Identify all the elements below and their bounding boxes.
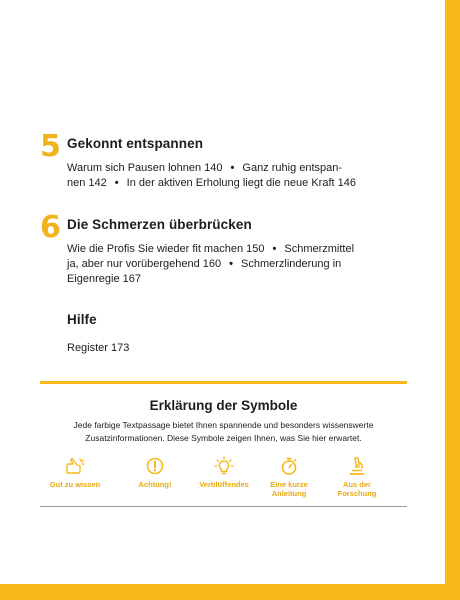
symbol-from-research [322, 456, 392, 498]
symbol-astonishing [189, 456, 259, 489]
symbol-label-line: Aus der [343, 480, 371, 489]
help-entries [67, 341, 372, 356]
symbol-label [254, 480, 324, 498]
chapter-6 [40, 210, 380, 287]
legend-title: Erklärung der Symbole [149, 398, 298, 413]
toc-page: 173 [111, 342, 130, 354]
symbol-good-to-know [40, 456, 110, 489]
symbol-short-guide [254, 456, 324, 498]
symbol-label-line: Eine kurze [270, 480, 308, 489]
toc-entry[interactable]: In der aktiven Erholung liegt die neue Kraft [126, 177, 335, 189]
toc-page: 167 [122, 273, 142, 285]
legend-top-rule [40, 381, 407, 384]
separator: • [114, 177, 119, 189]
chapter-entries [67, 242, 372, 287]
toc-page: 146 [337, 177, 356, 189]
symbol-label: Achtung! [138, 480, 172, 489]
legend-description-line: Jede farbige Textpassage bietet Ihnen spannende und besonders wissenswerte [73, 420, 374, 430]
toc-page: 140 [204, 162, 223, 174]
toc-entry[interactable]: Eigenregie [67, 273, 120, 285]
toc-page: 150 [246, 243, 265, 255]
exclamation-circle-icon [145, 456, 165, 476]
help-title[interactable]: Hilfe [67, 312, 97, 327]
toc-entry[interactable]: nen [67, 177, 86, 189]
symbol-legend [40, 456, 407, 502]
stopwatch-icon [279, 456, 299, 476]
microscope-icon [347, 456, 367, 476]
legend-description [60, 419, 387, 445]
chapter-entries [67, 161, 372, 191]
chapter-number: 5 [40, 129, 61, 164]
chapter-5 [40, 129, 380, 191]
toc-entry[interactable]: Wie die Profis Sie wieder fit machen [67, 243, 244, 255]
legend-bottom-rule [40, 506, 407, 507]
toc-entry[interactable]: Register [67, 342, 108, 354]
chapter-title[interactable]: Die Schmerzen überbrücken [67, 217, 252, 232]
toc-entry[interactable]: Schmerzlinderung in [241, 258, 342, 270]
toc-entry[interactable]: Warum sich Pausen lohnen [67, 162, 202, 174]
page-frame-bottom [0, 584, 460, 600]
legend-description-line: Zusatzinformationen. Diese Symbole zeigen Ihnen, was Sie hier erwartet. [85, 433, 362, 443]
lightbulb-icon [213, 456, 235, 476]
toc-entry[interactable]: Ganz ruhig entspan- [242, 162, 343, 174]
chapter-title[interactable]: Gekonnt entspannen [67, 136, 204, 151]
toc-page: 142 [88, 177, 107, 189]
toc-entry[interactable]: Schmerzmittel [284, 243, 355, 255]
symbol-label: Gut zu wissen [49, 480, 101, 489]
help-section [40, 312, 380, 356]
toc-page: 160 [202, 258, 222, 270]
hand-sparkle-icon [64, 456, 86, 476]
symbol-attention [120, 456, 190, 489]
page-frame-right [445, 0, 460, 600]
symbol-label-line: Forschung [337, 489, 377, 498]
chapter-number: 6 [40, 210, 61, 245]
symbol-label-line: Anleitung [271, 489, 307, 498]
separator: • [229, 258, 233, 270]
separator: • [272, 243, 277, 255]
symbol-label: Verblüffendes [199, 480, 249, 489]
symbol-label [322, 480, 392, 498]
separator: • [230, 162, 235, 174]
toc-entry[interactable]: ja, aber nur vorübergehend [67, 258, 200, 270]
